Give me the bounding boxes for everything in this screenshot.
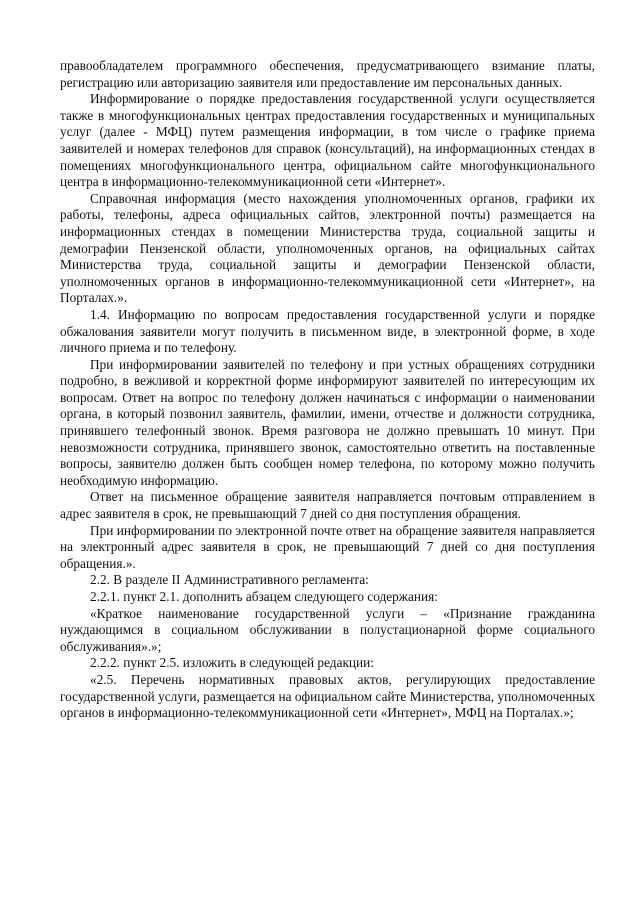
paragraph-2: Информирование о порядке предоставления государственной услуги осуществляется также в многофункциональных центрах предоставления государственных и муниципальных услуг (далее - МФЦ) путем размещения информации, в том числе о графике приема заявителей и номерах телефонов для справок (консультаций), на информационных стендах в помещениях многофункционального центра, официальном сайте многофункционального центра в информационно-телекоммуникационной сети «Интернет».: [60, 91, 595, 190]
paragraph-11: 2.2.2. пункт 2.5. изложить в следующей редакции:: [90, 655, 374, 671]
document-page: [60, 58, 595, 722]
paragraph-9: 2.2.1. пункт 2.1. дополнить абзацем следующего содержания:: [90, 589, 438, 604]
paragraph-3: Справочная информация (место нахождения уполномоченных органов, графики их работы, телефоны, адреса официальных сайтов, электронной почты) размещается на информационных стендах в помещении Министерства труда, социальной защиты и демографии Пензенской области, уполномоченных органов, на официальных сайтах Министерства труда, социальной защиты и демографии Пензенской области, уполномоченных органов в информационно-телекоммуникационной сети «Интернет», на Порталах.».: [60, 190, 595, 306]
paragraph-7: При информировании по электронной почте ответ на обращение заявителя направляется на электронный адрес заявителя в срок, не превышающий 7 дней со дня поступления обращения.».: [60, 522, 595, 571]
paragraph-12: «2.5. Перечень нормативных правовых актов, регулирующих предоставление государственной услуги, размещается на официальном сайте Министерства, уполномоченных органов в информационно-телекоммуникационной сети «Интернет», МФЦ на Порталах.»;: [60, 671, 595, 721]
paragraph-8: 2.2. В разделе II Административного регламента:: [90, 572, 369, 588]
paragraph-5: При информировании заявителей по телефону и при устных обращениях сотрудники подробно, в вежливой и корректной форме информируют заявителей по интересующим их вопросам. Ответ на вопрос по телефону должен начинаться с информации о наименовании органа, в который позвонил заявитель, фамилии, имени, отчестве и должности сотрудника, принявшего телефонный звонок. Время разговора не должно превышать 10 минут. При невозможности сотрудника, принявшего звонок, самостоятельно ответить на поставленные вопросы, заявителю должен быть сообщен номер телефона, по которому можно получить необходимую информацию.: [60, 356, 595, 488]
paragraph-4: 1.4. Информацию по вопросам предоставления государственной услуги и порядке обжалования заявители могут получить в письменном виде, в электронной форме, в ходе личного приема и по телефону.: [60, 306, 595, 356]
paragraph-10: «Краткое наименование государственной услуги – «Признание гражданина нуждающимся в социальном обслуживании в полустационарной форме социального обслуживания».»;: [60, 605, 595, 654]
paragraph-6: Ответ на письменное обращение заявителя направляется почтовым отправлением в адрес заявителя в срок, не превышающий 7 дней со дня поступления обращения.: [60, 489, 595, 522]
paragraph-1: правообладателем программного обеспечения, предусматривающего взимание платы, регистрацию или авторизацию заявителя или предоставление им персональных данных.: [60, 58, 595, 90]
